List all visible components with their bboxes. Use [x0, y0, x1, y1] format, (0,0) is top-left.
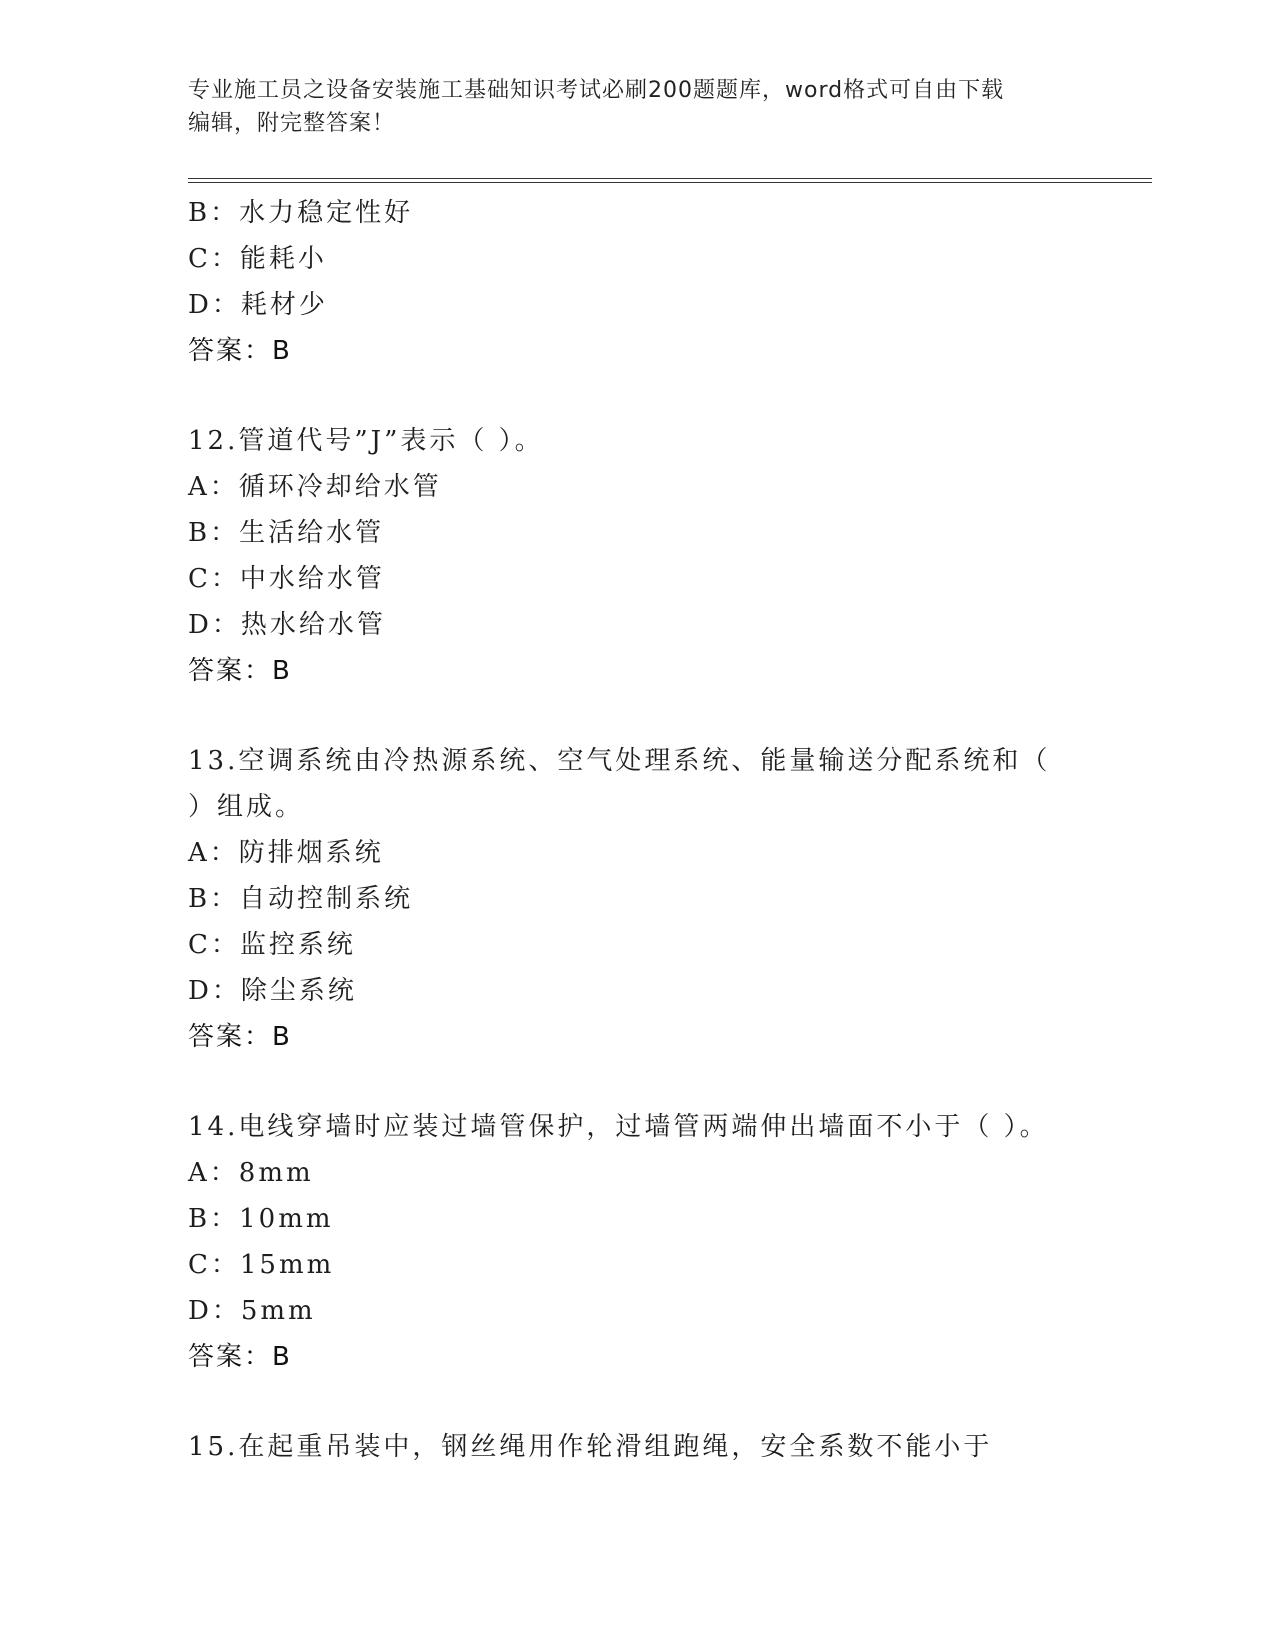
- question-text: 12.管道代号”J”表示（ ）。: [188, 426, 544, 456]
- document-header: [188, 74, 1088, 140]
- option-a: A：防排烟系统: [188, 838, 384, 868]
- header-divider: [188, 178, 1152, 183]
- option-d: D：耗材少: [188, 290, 328, 320]
- option-c: C：能耗小: [188, 244, 327, 274]
- question-block: [188, 1104, 1088, 1380]
- block-spacer: [188, 694, 1088, 738]
- block-spacer: [188, 1380, 1088, 1424]
- option-a: A：8mm: [188, 1158, 314, 1188]
- option-c: C：15mm: [188, 1250, 335, 1280]
- block-spacer: [188, 374, 1088, 418]
- option-b: B：水力稳定性好: [188, 198, 414, 228]
- block-spacer: [188, 1060, 1088, 1104]
- question-text-continued: ）组成。: [188, 792, 305, 822]
- option-b: B：自动控制系统: [188, 884, 414, 914]
- question-block: [188, 738, 1088, 1060]
- option-d: D：5mm: [188, 1296, 316, 1326]
- option-d: D：除尘系统: [188, 976, 357, 1006]
- header-line-2: 编辑，附完整答案！: [188, 111, 396, 136]
- question-block: [188, 1424, 1088, 1470]
- question-list: [188, 190, 1088, 1470]
- answer-line: 答案：B: [188, 1342, 292, 1372]
- answer-line: 答案：B: [188, 336, 292, 366]
- header-line-1: 专业施工员之设备安装施工基础知识考试必刷200题题库，word格式可自由下载: [188, 78, 1005, 103]
- option-d: D：热水给水管: [188, 610, 386, 640]
- option-c: C：中水给水管: [188, 564, 385, 594]
- option-c: C：监控系统: [188, 930, 356, 960]
- question-text: 14.电线穿墙时应装过墙管保护，过墙管两端伸出墙面不小于（ ）。: [188, 1112, 1049, 1142]
- question-block: [188, 190, 1088, 374]
- answer-line: 答案：B: [188, 656, 292, 686]
- question-text: 13.空调系统由冷热源系统、空气处理系统、能量输送分配系统和（: [188, 746, 1051, 776]
- answer-line: 答案：B: [188, 1022, 292, 1052]
- question-text: 15.在起重吊装中，钢丝绳用作轮滑组跑绳，安全系数不能小于: [188, 1432, 993, 1462]
- question-block: [188, 418, 1088, 694]
- option-a: A：循环冷却给水管: [188, 472, 442, 502]
- option-b: B：生活给水管: [188, 518, 385, 548]
- option-b: B：10mm: [188, 1204, 334, 1234]
